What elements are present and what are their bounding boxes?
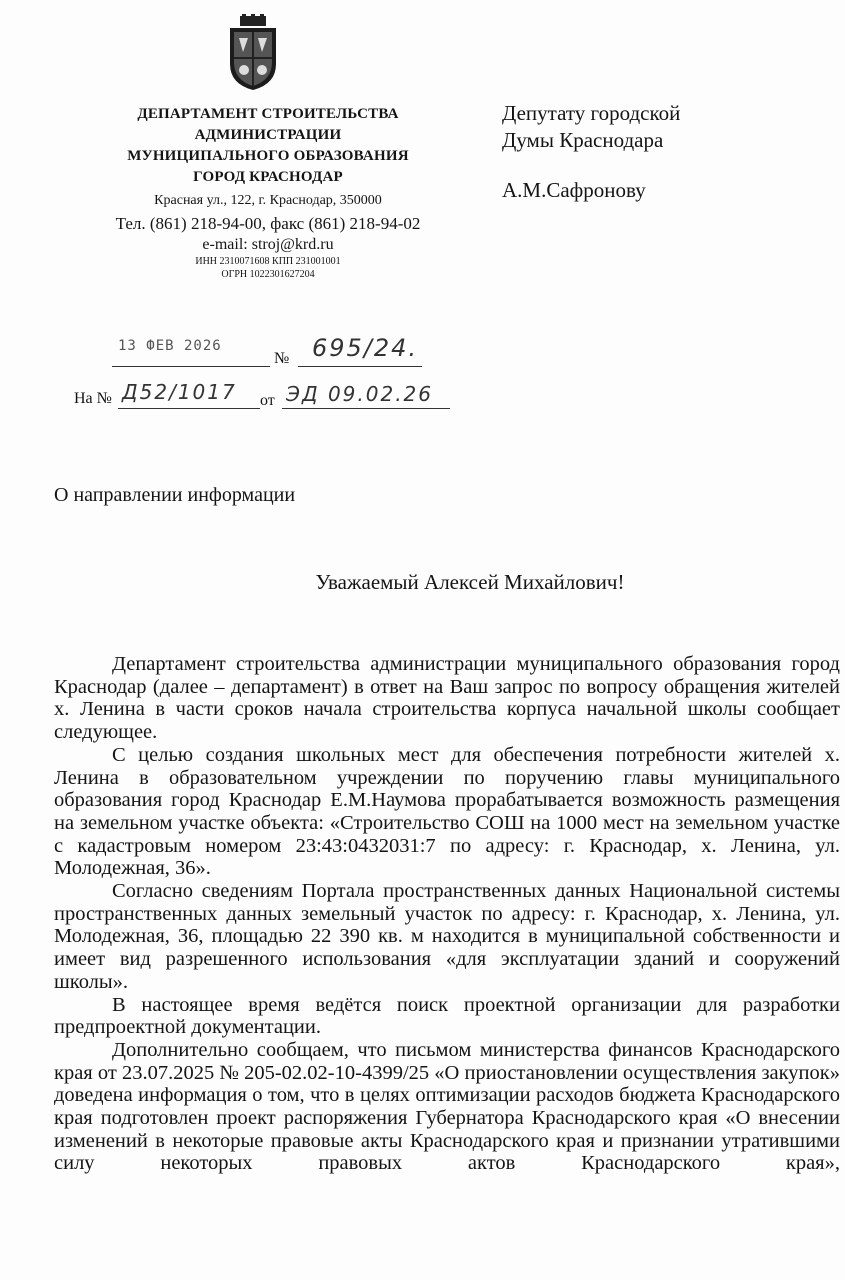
- krasnodar-coat-of-arms-icon: [226, 14, 280, 90]
- dept-name-line-3: МУНИЦИПАЛЬНОГО ОБРАЗОВАНИЯ: [127, 148, 409, 164]
- outgoing-number-handwritten: 695/24.: [312, 334, 419, 362]
- number-line: [298, 366, 422, 367]
- letter-subject: О направлении информации: [54, 484, 296, 506]
- ref-date-line: [282, 408, 450, 409]
- ref-label: На №: [74, 390, 112, 407]
- ref-from-label: от: [260, 392, 275, 409]
- sender-phone: Тел. (861) 218-94-00, факс (861) 218-94-02: [115, 214, 421, 233]
- paragraph-1: Департамент строительства администрации муниципального образования город Краснодар (далее – департамент) в ответ на Ваш запрос по вопросу обращения жителей х. Ленина в части сроков начала строительства корпуса начальной школы сообщает следующее.: [54, 653, 840, 744]
- sender-address: Красная ул., 122, г. Краснодар, 350000: [154, 193, 382, 208]
- registration-stamp-date: 13 ФЕВ 2026: [118, 338, 222, 354]
- sender-email: e-mail: stroj@krd.ru: [202, 236, 334, 253]
- recipient-line-2: Думы Краснодара: [502, 128, 664, 152]
- recipient-line-1: Депутату городской: [502, 101, 681, 125]
- number-label: №: [274, 350, 290, 367]
- date-line: [112, 366, 270, 367]
- paragraph-2: С целью создания школьных мест для обеспечения потребности жителей х. Ленина в образовательном учреждении по поручению главы муниципального образования город Краснодар Е.М.Наумова прорабатывается возможность размещения на земельном участке объекта: «Строительство СОШ на 1000 мест на земельном участке с кадастровым номером 23:43:0432031:7 по адресу: г. Краснодар, х. Ленина, ул. Молодежная, 36».: [54, 743, 840, 880]
- recipient-name: А.М.Сафронову: [502, 178, 646, 202]
- paragraph-4: В настоящее время ведётся поиск проектной организации для разработки предпроектной документации.: [54, 993, 840, 1039]
- recipient-block: [502, 100, 802, 204]
- dept-name-line-2: АДМИНИСТРАЦИИ: [194, 127, 342, 143]
- ref-number-line: [118, 408, 260, 409]
- ref-number-handwritten: Д52/1017: [122, 380, 237, 404]
- paragraph-5: Дополнительно сообщаем, что письмом министерства финансов Краснодарского края от 23.07.2025 № 205-02.02-10-4399/25 «О приостановлении осуществления закупок» доведена информация о том, что в целях оптимизации расходов бюджета Краснодарского края подготовлен проект распоряжения Губернатора Краснодарского края «О внесении изменений в некоторые правовые акты Краснодарского края и признании утратившими силу некоторых правовых актов Краснодарского края»,: [54, 1038, 840, 1175]
- dept-name-line-4: ГОРОД КРАСНОДАР: [193, 169, 343, 185]
- salutation: Уважаемый Алексей Михайлович!: [315, 570, 625, 594]
- letter-body: [54, 653, 840, 1175]
- sender-inn-kpp: ИНН 2310071608 КПП 231001001: [195, 256, 341, 267]
- sender-ogrn: ОГРН 1022301627204: [221, 269, 315, 280]
- paragraph-3: Согласно сведениям Портала пространственных данных Национальной системы пространственных данных земельный участок по адресу: г. Краснодар, х. Ленина, ул. Молодежная, 36, площадью 22 390 кв. м находится в муниципальной собственности и имеет вид разрешенного использования «для эксплуатации зданий и сооружений школы».: [54, 880, 840, 993]
- ref-date-handwritten: ЭД 09.02.26: [286, 382, 434, 406]
- dept-name-line-1: ДЕПАРТАМЕНТ СТРОИТЕЛЬСТВА: [137, 106, 399, 122]
- sender-block: [78, 104, 458, 281]
